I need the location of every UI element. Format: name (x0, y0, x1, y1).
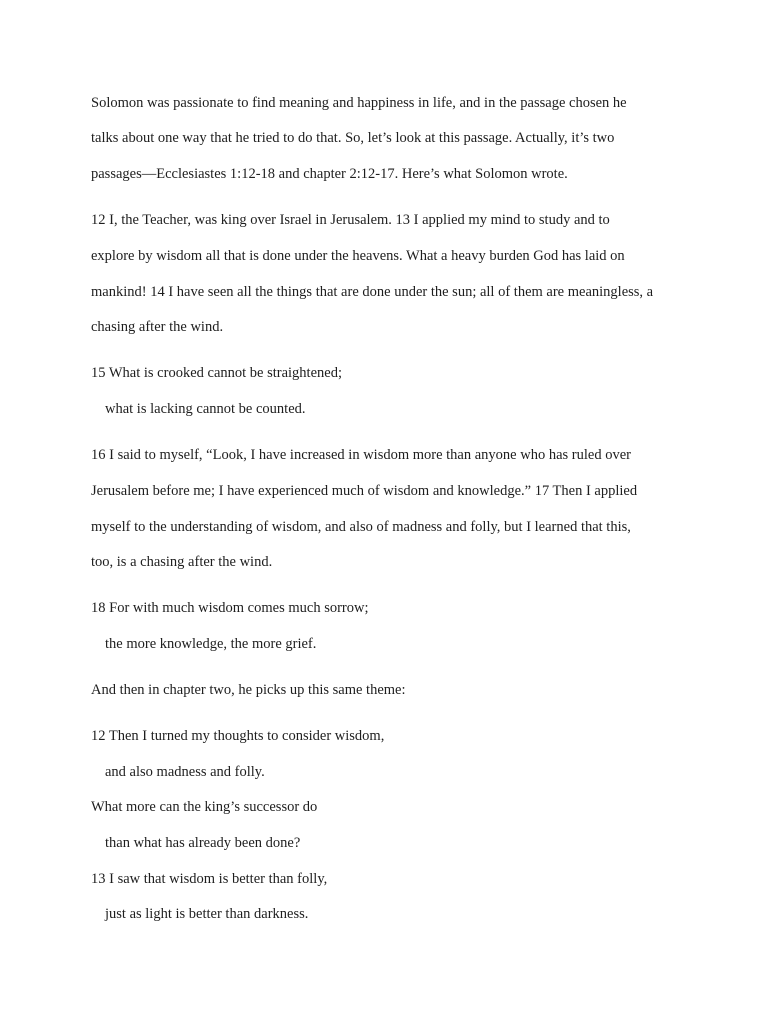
verse-line: chasing after the wind. (91, 319, 224, 335)
verse-line: 12 Then I turned my thoughts to consider wisdom, (91, 728, 385, 744)
verse-line-indented: what is lacking cannot be counted. (105, 401, 306, 417)
paragraph-line: Solomon was passionate to find meaning and happiness in life, and in the passage chosen he (91, 95, 627, 111)
verse-line: 16 I said to myself, “Look, I have increased in wisdom more than anyone who has ruled over (91, 447, 631, 463)
paragraph-line: talks about one way that he tried to do that. So, let’s look at this passage. Actually, it’s two (91, 130, 615, 146)
verse-line-indented: and also madness and folly. (105, 764, 265, 780)
verse-line: mankind! 14 I have seen all the things that are done under the sun; all of them are meaningless, a (91, 284, 654, 300)
verse-line: explore by wisdom all that is done under the heavens. What a heavy burden God has laid on (91, 248, 625, 264)
verse-line-indented: the more knowledge, the more grief. (105, 636, 317, 652)
verse-line: too, is a chasing after the wind. (91, 554, 273, 570)
verse-line-indented: than what has already been done? (105, 835, 301, 851)
verse-line: 15 What is crooked cannot be straightened; (91, 365, 342, 381)
verse-line: What more can the king’s successor do (91, 799, 318, 815)
paragraph-line: And then in chapter two, he picks up this same theme: (91, 682, 406, 698)
paragraph-line: passages—Ecclesiastes 1:12-18 and chapter 2:12-17. Here’s what Solomon wrote. (91, 166, 568, 182)
verse-line: 18 For with much wisdom comes much sorrow; (91, 600, 369, 616)
verse-line: Jerusalem before me; I have experienced much of wisdom and knowledge.” 17 Then I applied (91, 483, 638, 499)
verse-line: 13 I saw that wisdom is better than folly, (91, 871, 328, 887)
verse-line: 12 I, the Teacher, was king over Israel in Jerusalem. 13 I applied my mind to study and to (91, 212, 610, 228)
verse-line-indented: just as light is better than darkness. (105, 906, 309, 922)
verse-line: myself to the understanding of wisdom, and also of madness and folly, but I learned that this, (91, 519, 631, 535)
